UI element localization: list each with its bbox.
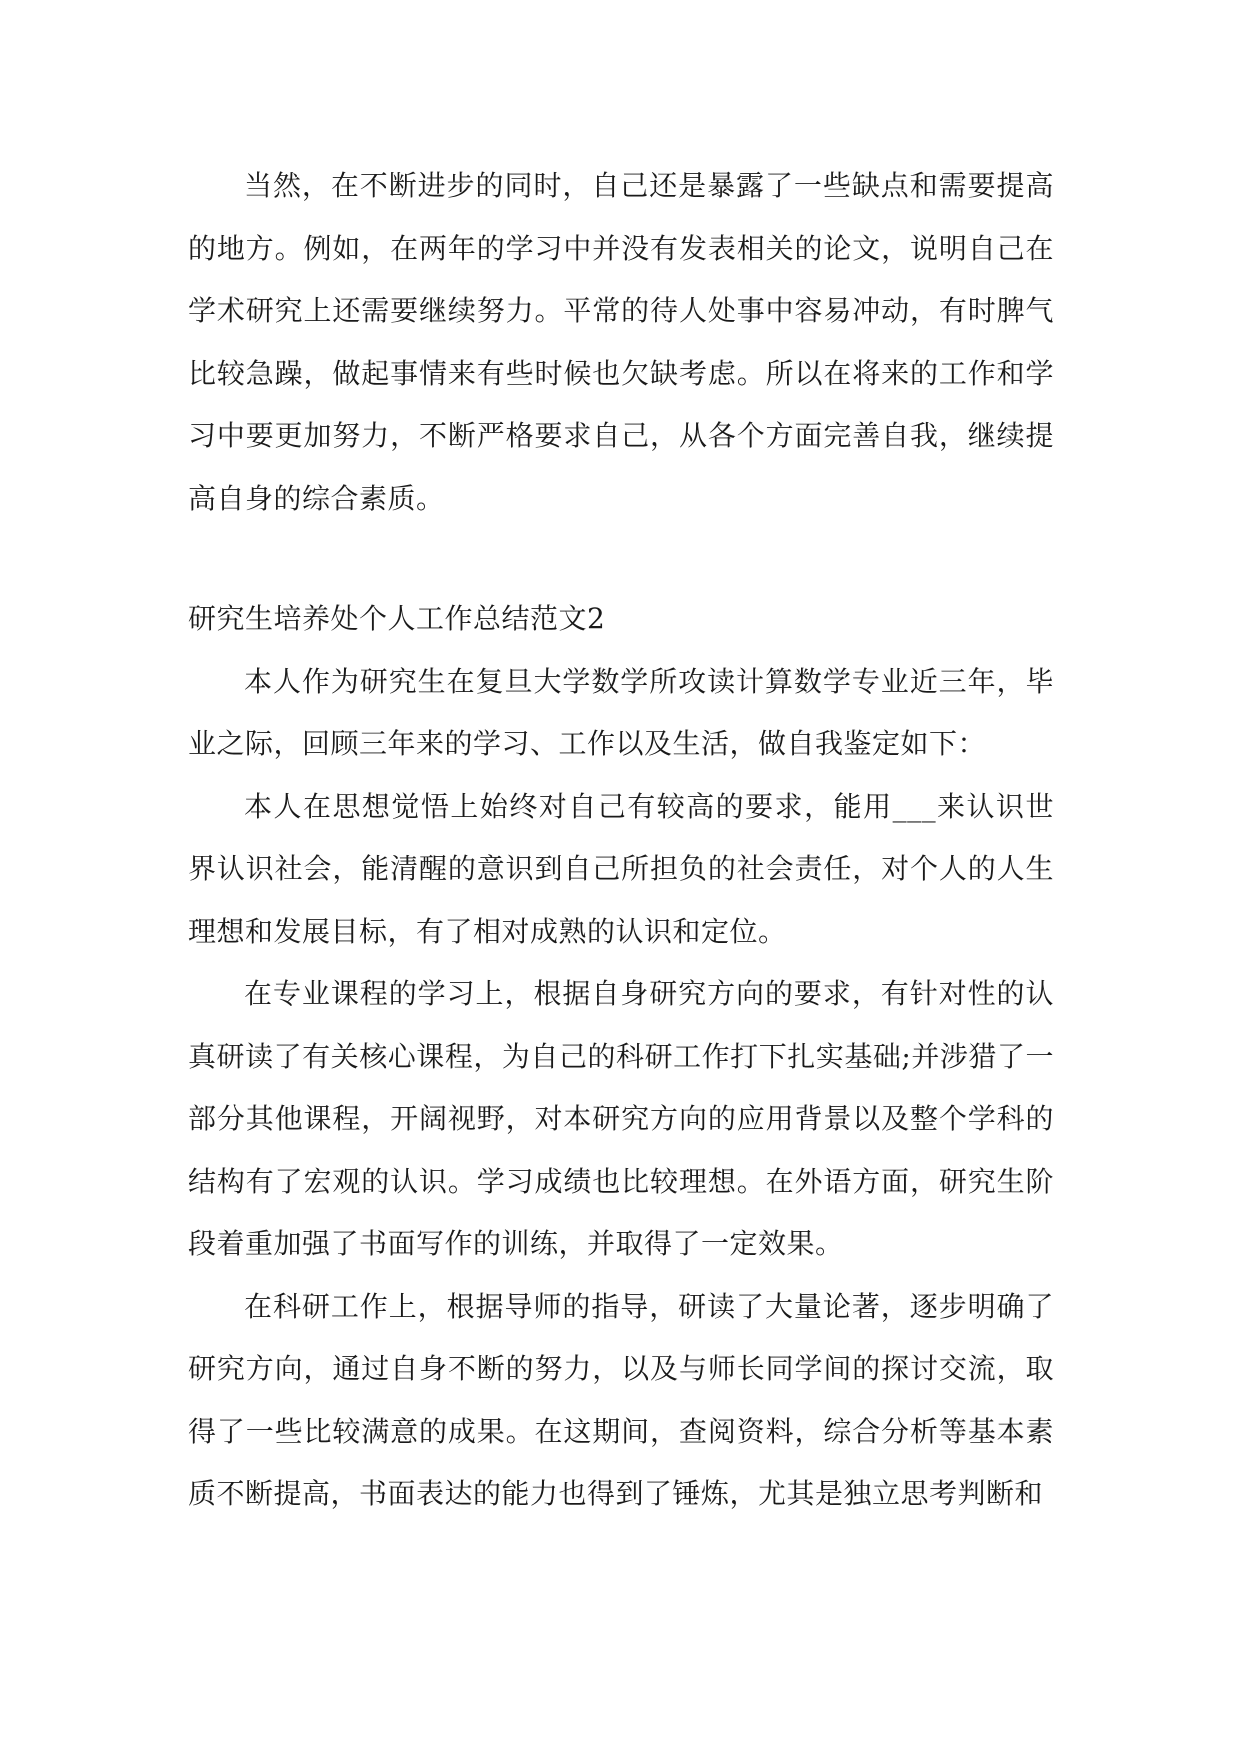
section-title: 研究生培养处个人工作总结范文2 <box>188 602 606 635</box>
document-body <box>188 155 1054 1526</box>
paragraph-coursework: 在专业课程的学习上，根据自身研究方向的要求，有针对性的认真研读了有关核心课程，为自己的科研工作打下扎实基础;并涉猎了一部分其他课程，开阔视野，对本研究方向的应用背景以及整个学科的结构有了宏观的认识。学习成绩也比较理想。在外语方面，研究生阶段着重加强了书面写作的训练，并取得了一定效果。 <box>188 977 1054 1260</box>
paragraph-research: 在科研工作上，根据导师的指导，研读了大量论著，逐步明确了研究方向，通过自身不断的努力，以及与师长同学间的探讨交流，取得了一些比较满意的成果。在这期间，查阅资料，综合分析等基本素质不断提高，书面表达的能力也得到了锤炼，尤其是独立思考判断和 <box>188 1289 1054 1510</box>
paragraph-intro: 本人作为研究生在复旦大学数学所攻读计算数学专业近三年，毕业之际，回顾三年来的学习、工作以及生活，做自我鉴定如下： <box>188 664 1054 760</box>
paragraph-ideology: 本人在思想觉悟上始终对自己有较高的要求，能用___来认识世界认识社会，能清醒的意识到自己所担负的社会责任，对个人的人生理想和发展目标，有了相对成熟的认识和定位。 <box>188 789 1054 948</box>
paragraph-shortcomings: 当然，在不断进步的同时，自己还是暴露了一些缺点和需要提高的地方。例如，在两年的学习中并没有发表相关的论文，说明自己在学术研究上还需要继续努力。平常的待人处事中容易冲动，有时脾气比较急躁，做起事情来有些时候也欠缺考虑。所以在将来的工作和学习中要更加努力，不断严格要求自己，从各个方面完善自我，继续提高自身的综合素质。 <box>188 169 1054 515</box>
